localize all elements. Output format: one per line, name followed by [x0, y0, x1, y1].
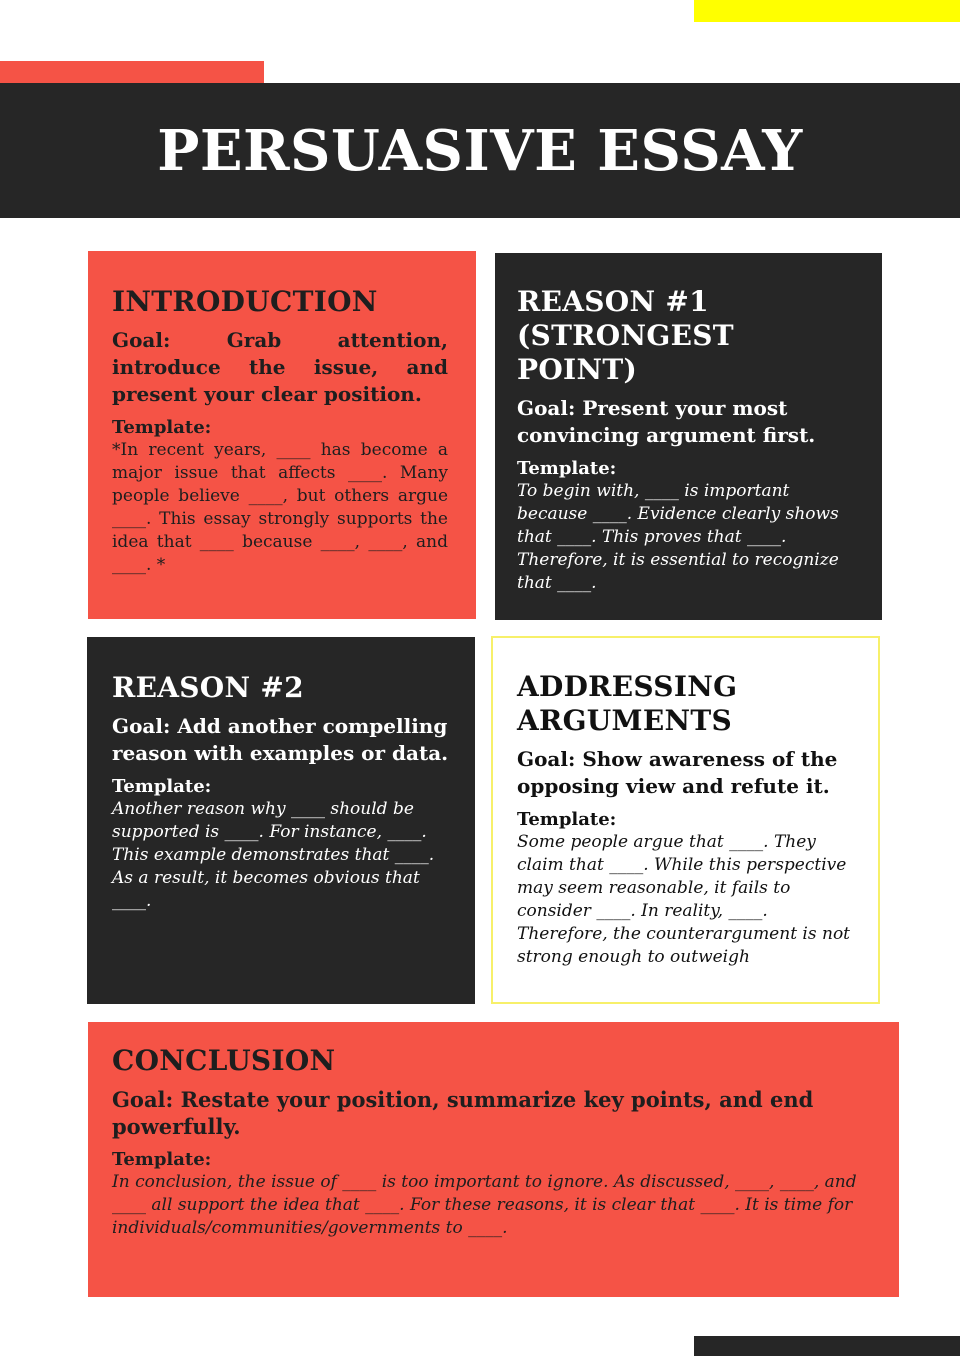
reason-1-goal: Goal: Present your most convincing argument first. [517, 396, 816, 447]
introduction-goal: Goal: Grab attention, introduce the issue, and present your clear position. [112, 328, 448, 406]
conclusion-goal: Goal: Restate your position, summarize key points, and end powerfully. [112, 1087, 814, 1139]
reason-1-heading [517, 285, 858, 387]
addressing-arguments-heading [517, 670, 858, 738]
reason-1-card [495, 253, 882, 620]
introduction-template-label: Template: [112, 417, 212, 438]
introduction-heading: INTRODUCTION [112, 285, 378, 318]
addressing-heading-line1: ADDRESSING [517, 670, 738, 703]
conclusion-heading: CONCLUSION [112, 1044, 336, 1077]
addressing-arguments-template-text: Some people argue that ____. They claim that ____. While this perspective may seem reasonable, it fails to consider ____. In reality, ____. Therefore, the counterargument is not strong enough to outweigh [517, 832, 851, 967]
addressing-arguments-card [491, 636, 880, 1004]
red-accent-bar [0, 61, 264, 83]
addressing-arguments-template-label: Template: [517, 809, 617, 830]
reason-2-card [87, 637, 475, 1004]
reason-1-heading-line2: (STRONGEST POINT) [517, 319, 734, 386]
yellow-accent-bar [694, 0, 960, 22]
reason-1-template-text: To begin with, ____ is important because ____. Evidence clearly shows that ____. This proves that ____. Therefore, it is essential to recognize that ____. [517, 481, 839, 593]
reason-1-heading-line1: REASON #1 [517, 285, 709, 318]
page-title: PERSUASIVE ESSAY [157, 117, 803, 184]
addressing-arguments-goal: Goal: Show awareness of the opposing view and refute it. [517, 747, 838, 798]
reason-2-template-text: Another reason why ____ should be supported is ____. For instance, ____. This example demonstrates that ____. As a result, it becomes obvious that ____. [112, 799, 435, 911]
introduction-card [88, 251, 476, 619]
conclusion-template-text: In conclusion, the issue of ____ is too important to ignore. As discussed, ____, ____, and ____ all support the idea that ____. For these reasons, it is clear that ____. It is time for individuals/communities/governments to ____. [112, 1172, 857, 1238]
reason-2-goal: Goal: Add another compelling reason with examples or data. [112, 714, 449, 765]
dark-accent-bar [694, 1336, 960, 1356]
conclusion-card [88, 1022, 899, 1297]
reason-1-template-label: Template: [517, 458, 617, 479]
reason-2-heading: REASON #2 [112, 671, 304, 704]
introduction-template-text: *In recent years, ____ has become a major issue that affects ____. Many people believe ____, but others argue ____. This essay strongly supports the idea that ____ because ____, ____, and ____. * [112, 440, 448, 575]
addressing-heading-line2: ARGUMENTS [517, 704, 733, 737]
conclusion-template-label: Template: [112, 1149, 212, 1170]
reason-2-template-label: Template: [112, 776, 212, 797]
title-banner [0, 83, 960, 218]
